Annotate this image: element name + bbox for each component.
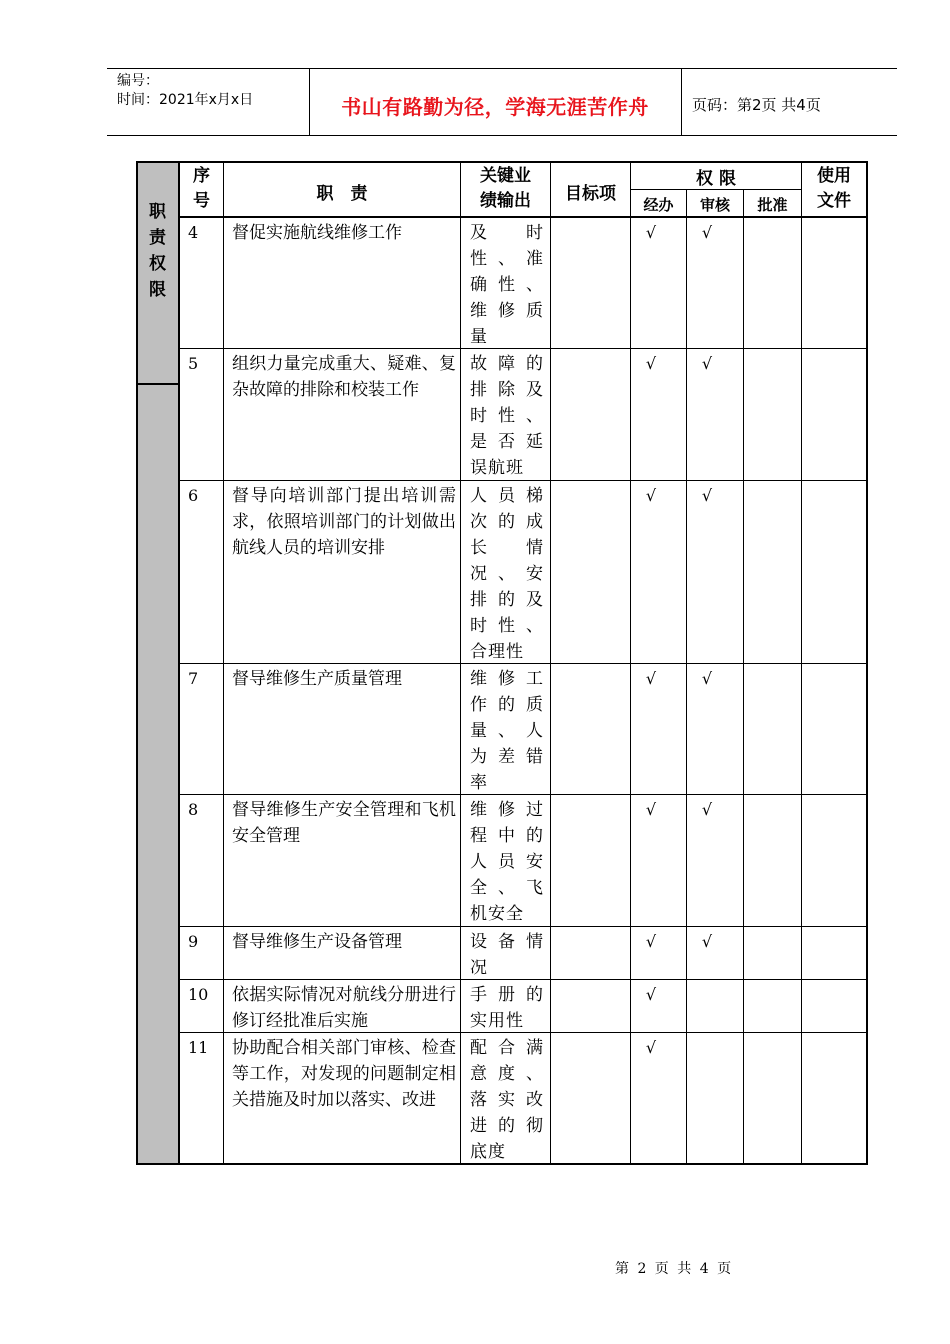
document-time-label: 时间：2021年x月x日 bbox=[117, 92, 254, 108]
check-mark: √ bbox=[701, 932, 713, 951]
header-meta bbox=[117, 72, 253, 110]
row-kpi: 故障的 排除及 时性、 是否延 误航班 bbox=[470, 354, 544, 478]
column-line bbox=[743, 190, 744, 1165]
row-kpi: 人员梯 次的成 长 情 况、安 排的及 时性、 合理性 bbox=[470, 486, 544, 662]
row-kpi: 设备情 况 bbox=[470, 932, 544, 978]
row-line bbox=[178, 216, 868, 218]
page-header bbox=[107, 68, 897, 136]
check-mark: √ bbox=[645, 1038, 657, 1057]
header-auth-approve: 批准 bbox=[757, 196, 788, 214]
row-kpi: 及 时 性、准 确性、 维修质 量 bbox=[470, 223, 544, 347]
row-duty: 督导维修生产安全管理和飞机安全管理 bbox=[232, 800, 456, 846]
duty-authority-table bbox=[136, 161, 868, 1165]
header-auth-review: 审核 bbox=[699, 196, 730, 214]
check-mark: √ bbox=[645, 354, 657, 373]
row-duty: 依据实际情况对航线分册进行修订经批准后实施 bbox=[232, 985, 456, 1031]
row-kpi: 手册的 实用性 bbox=[470, 985, 544, 1031]
header-target: 目标项 bbox=[565, 184, 616, 204]
row-duty: 组织力量完成重大、疑难、复杂故障的排除和校装工作 bbox=[232, 354, 456, 400]
header-authority: 权 限 bbox=[696, 169, 736, 189]
row-kpi: 配合满 意度、 落实改 进的彻 底度 bbox=[470, 1038, 544, 1162]
row-kpi: 维修过 程中的 人员安 全、飞 机安全 bbox=[470, 800, 544, 924]
row-duty: 协助配合相关部门审核、检查等工作，对发现的问题制定相关措施及时加以落实、改进 bbox=[232, 1038, 456, 1110]
row-kpi: 维修工 作的质 量、人 为差错 率 bbox=[470, 669, 544, 793]
check-mark: √ bbox=[645, 669, 657, 688]
document-number-label: 编号： bbox=[117, 73, 159, 89]
header-docs: 使用 文件 bbox=[817, 166, 851, 211]
row-seq: 4 bbox=[188, 223, 199, 242]
check-mark: √ bbox=[701, 800, 713, 819]
check-mark: √ bbox=[645, 932, 657, 951]
header-motto: 书山有路勤为径，学海无涯苦作舟 bbox=[341, 95, 649, 119]
side-divider bbox=[136, 383, 179, 385]
border-line bbox=[136, 161, 138, 1165]
header-divider bbox=[681, 69, 682, 135]
row-seq: 6 bbox=[188, 486, 199, 505]
side-column bbox=[136, 161, 179, 1165]
border-line bbox=[136, 161, 868, 163]
check-mark: √ bbox=[701, 223, 713, 242]
row-seq: 5 bbox=[188, 354, 199, 373]
row-seq: 10 bbox=[188, 985, 209, 1004]
header-duty: 职 责 bbox=[316, 184, 368, 204]
header-kpi: 关键业 绩输出 bbox=[480, 166, 531, 211]
check-mark: √ bbox=[645, 223, 657, 242]
header-page-info: 页码：第2页 共4页 bbox=[692, 96, 821, 114]
header-seq: 序 号 bbox=[193, 166, 210, 211]
check-mark: √ bbox=[645, 985, 657, 1004]
side-label: 职 责 权 限 bbox=[149, 202, 166, 300]
row-seq: 8 bbox=[188, 800, 199, 819]
check-mark: √ bbox=[645, 486, 657, 505]
check-mark: √ bbox=[701, 669, 713, 688]
check-mark: √ bbox=[701, 354, 713, 373]
page-footer: 第 2 页 共 4 页 bbox=[615, 1261, 734, 1277]
row-seq: 9 bbox=[188, 932, 199, 951]
column-line bbox=[686, 190, 687, 1165]
row-seq: 11 bbox=[188, 1038, 209, 1057]
row-seq: 7 bbox=[188, 669, 199, 688]
row-line bbox=[630, 189, 802, 190]
row-duty: 督导向培训部门提出培训需求，依照培训部门的计划做出航线人员的培训安排 bbox=[232, 486, 456, 558]
header-auth-handle: 经办 bbox=[643, 196, 674, 214]
check-mark: √ bbox=[701, 486, 713, 505]
row-duty: 督导维修生产质量管理 bbox=[232, 669, 402, 689]
row-duty: 督促实施航线维修工作 bbox=[232, 223, 402, 243]
check-mark: √ bbox=[645, 800, 657, 819]
row-duty: 督导维修生产设备管理 bbox=[232, 932, 402, 952]
